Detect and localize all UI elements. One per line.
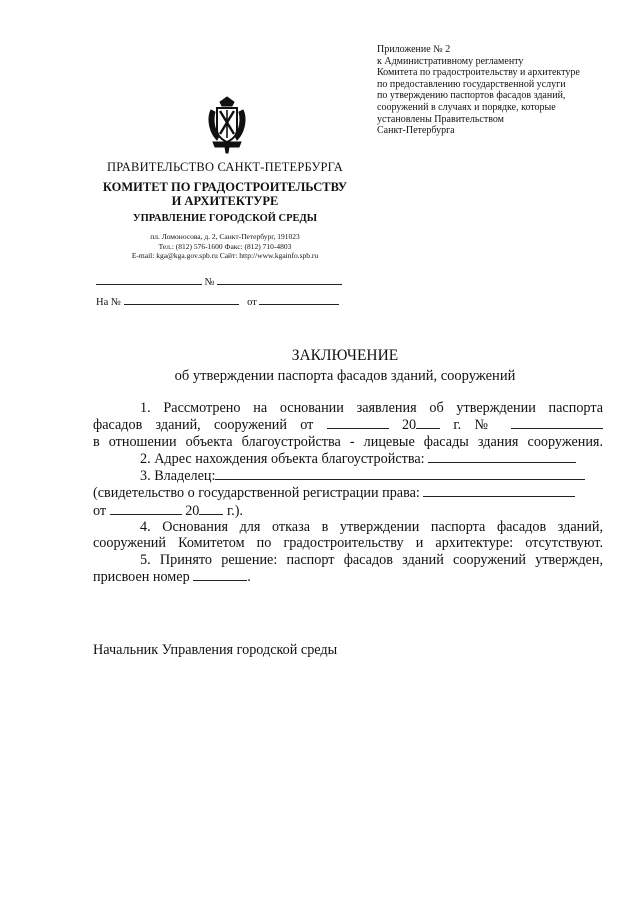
address-blank [428, 450, 576, 463]
committee-line: КОМИТЕТ ПО ГРАДОСТРОИТЕЛЬСТВУ [102, 180, 348, 194]
appendix-line: установлены Правительством [377, 113, 505, 125]
signature-position: Начальник Управления городской среды [93, 642, 338, 658]
address-label: 2. Адрес нахождения объекта благоустройства: [140, 450, 425, 467]
year-prefix: 20 [401, 417, 417, 434]
outgoing-number-line [96, 274, 342, 288]
contact-block [70, 232, 380, 261]
appendix-line: Приложение № 2 [377, 44, 451, 55]
paragraph-5-line-1: 5. Принято решение: паспорт фасадов зданий сооружений утвержден, [140, 551, 603, 568]
owner-label: 3. Владелец: [140, 468, 216, 485]
paragraph-1-line-1: 1. Рассмотрено на основании заявления об утверждении паспорта [140, 400, 603, 416]
appendix-line: Комитета по градостроительству и архитектуре [377, 67, 580, 79]
paragraph-1-line-2 [93, 416, 603, 433]
certificate-year-suffix: г.). [226, 502, 243, 519]
certificate-date-blank [110, 502, 182, 515]
paragraph-4-line-2: сооружений Комитетом по градостроительству и архитектуре: отсутствуют. [93, 535, 603, 552]
certificate-label: (свидетельство о государственной регистрации права: [93, 485, 420, 502]
year-blank [416, 416, 440, 429]
committee-name [70, 180, 380, 208]
government-name: ПРАВИТЕЛЬСТВО САНКТ-ПЕТЕРБУРГА [107, 160, 343, 174]
reference-label: На № [96, 297, 121, 308]
assigned-number-label: присвоен номер [93, 568, 190, 585]
coat-of-arms-icon [205, 96, 249, 154]
number-blank [511, 416, 603, 429]
appendix-line: по предоставлению государственной услуги [377, 78, 566, 90]
certificate-blank [423, 484, 575, 497]
paragraph-2 [93, 450, 603, 467]
paragraph-3-certificate [93, 484, 603, 501]
owner-blank [215, 467, 585, 480]
number-label: г. № [453, 417, 498, 434]
paragraph-5-line-2 [93, 568, 603, 585]
date-blank [96, 274, 202, 285]
document-title: ЗАКЛЮЧЕНИЕ [291, 347, 399, 364]
department-name: УПРАВЛЕНИЕ ГОРОДСКОЙ СРЕДЫ [132, 213, 318, 224]
certificate-year-blank [199, 502, 223, 515]
appendix-line: к Административному регламенту [377, 55, 524, 67]
appendix-note [377, 44, 627, 137]
certificate-year-prefix: 20 [185, 502, 200, 519]
document-body [93, 400, 603, 585]
paragraph-4-line-1: 4. Основания для отказа в утверждении паспорта фасадов зданий, [140, 519, 603, 536]
reference-from-label: от [247, 297, 257, 308]
paragraph-3 [93, 467, 603, 484]
address-line: пл. Ломоносова, д. 2, Санкт-Петербург, 191023 [150, 232, 300, 241]
assigned-number-blank [193, 568, 247, 581]
period: . [247, 568, 251, 585]
committee-line: И АРХИТЕКТУРЕ [171, 194, 279, 208]
appendix-line: сооружений в случаях и порядке, которые [377, 101, 556, 113]
paragraph-3-date [93, 502, 603, 519]
certificate-from-label: от [93, 502, 107, 519]
appendix-line: по утверждению паспортов фасадов зданий, [377, 90, 566, 102]
number-sign: № [204, 277, 215, 288]
email-site-line: E-mail: kga@kga.gov.spb.ru Сайт: http://www.kgainfo.spb.ru [131, 251, 319, 260]
phone-fax-line: Тел.: (812) 576-1600 Факс: (812) 710-4803 [158, 241, 292, 251]
date-blank [327, 416, 389, 429]
reference-date-blank [259, 294, 339, 305]
appendix-line: Санкт-Петербурга [377, 125, 455, 137]
number-blank [217, 274, 342, 285]
document-subtitle: об утверждении паспорта фасадов зданий, сооружений [174, 368, 516, 384]
paragraph-1-line-3: в отношении объекта благоустройства - лицевые фасады здания сооружения. [93, 433, 603, 450]
paragraph-1-text: фасадов зданий, сооружений от [93, 417, 314, 434]
reference-line [96, 294, 339, 308]
reference-number-blank [124, 294, 239, 305]
